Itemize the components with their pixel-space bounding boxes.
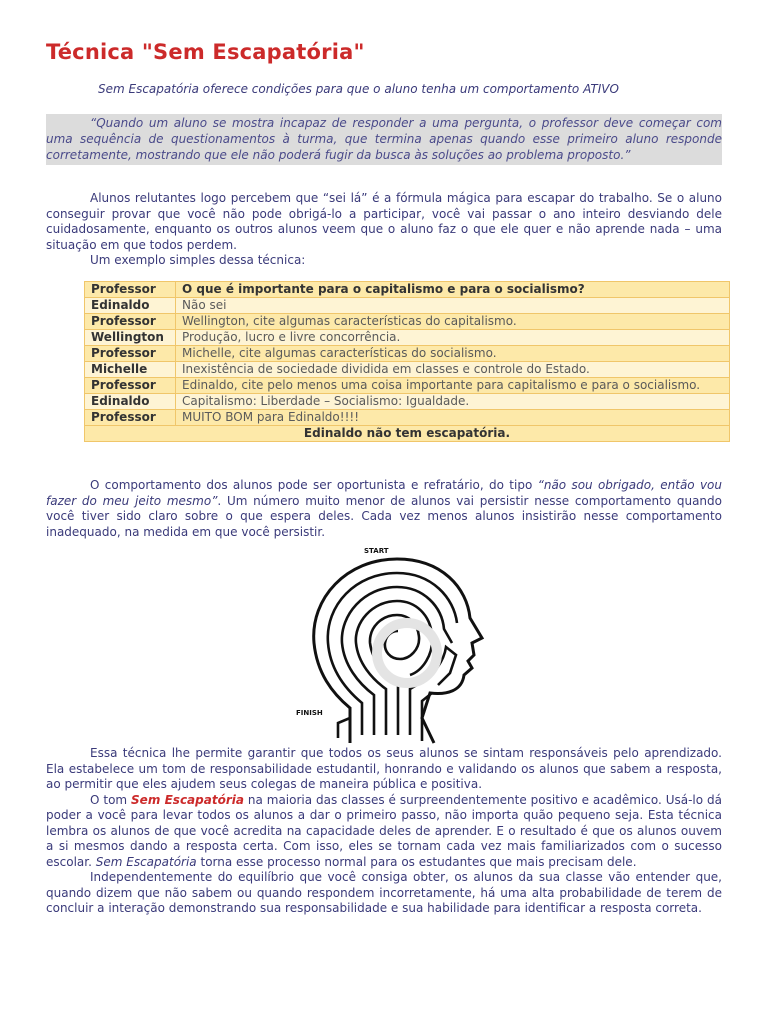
- conclusion-section: [46, 746, 722, 917]
- line: Wellington, cite algumas características do capitalismo.: [176, 314, 730, 330]
- paragraph-4-text-mid: na maioria das classes é surpreendentemente positivo e acadêmico. Usá-lo dá poder a você para levar todos os alunos a dar o primeiro passo, não importa quão pequeno seja. Esta técnica lembra os alunos de que você acredita na capacidade deles de aprender. E o resultado é que os alunos ouvem a si mesmos dando a resposta certa. Com isso, eles se tornam cada vez mais familiarizados com o sucesso escolar.: [46, 792, 722, 869]
- line: Capitalismo: Liberdade – Socialismo: Igualdade.: [176, 394, 730, 410]
- paragraph-2-text: O comportamento dos alunos pode ser oportunista e refratário, do tipo: [90, 478, 538, 492]
- dialog-row: [85, 346, 730, 362]
- maze-finish-label: FINISH: [296, 709, 323, 717]
- line: Não sei: [176, 298, 730, 314]
- paragraph-4-emphasis-2: Sem Escapatória: [95, 854, 197, 869]
- line: MUITO BOM para Edinaldo!!!!: [176, 410, 730, 426]
- dialog-table: [84, 281, 730, 442]
- speaker: Edinaldo: [85, 394, 176, 410]
- speaker: Professor: [85, 314, 176, 330]
- paragraph-4-text-end: torna esse processo normal para os estudantes que mais precisam dele.: [196, 854, 637, 869]
- paragraph-5: Independentemente do equilíbrio que você consiga obter, os alunos da sua classe vão entender que, quando dizem que não sabem ou quando respondem incorretamente, há uma alta probabilidade de terem de concluir a interação demonstrando sua responsabilidade e sua habilidade para identificar a resposta correta.: [46, 870, 722, 915]
- speaker: Professor: [85, 282, 176, 298]
- dialog-row: [85, 410, 730, 426]
- speaker: Wellington: [85, 330, 176, 346]
- example-intro: Um exemplo simples dessa técnica:: [90, 253, 306, 267]
- behavior-section: [46, 478, 722, 540]
- speaker: Professor: [85, 410, 176, 426]
- subtitle: Sem Escapatória oferece condições para que o aluno tenha um comportamento ATIVO: [98, 82, 619, 96]
- dialog-row: [85, 282, 730, 298]
- line: O que é importante para o capitalismo e para o socialismo?: [176, 282, 730, 298]
- line: Produção, lucro e livre concorrência.: [176, 330, 730, 346]
- speaker: Professor: [85, 378, 176, 394]
- speaker: Professor: [85, 346, 176, 362]
- paragraph-3: Essa técnica lhe permite garantir que todos os seus alunos se sintam responsáveis pelo aprendizado. Ela estabelece um tom de responsabilidade estudantil, honrando e validando os alunos que sabem a resposta, ao permitir que eles ajudem seus colegas de maneira pública e positiva.: [46, 746, 722, 791]
- line: Edinaldo, cite pelo menos uma coisa importante para capitalismo e para o socialismo.: [176, 378, 730, 394]
- head-maze-illustration: [292, 543, 522, 748]
- speaker: Michelle: [85, 362, 176, 378]
- paragraph-4-text: O tom: [90, 792, 132, 807]
- dialog-row: [85, 378, 730, 394]
- dialog-conclusion-row: [85, 426, 730, 442]
- line: Inexistência de sociedade dividida em classes e controle do Estado.: [176, 362, 730, 378]
- line: Michelle, cite algumas características do socialismo.: [176, 346, 730, 362]
- highlighted-quote: “Quando um aluno se mostra incapaz de responder a uma pergunta, o professor deve começar com uma sequência de questionamentos à turma, que termina apenas quando esse primeiro aluno responde corretamente, mostrando que ele não poderá fugir da busca às soluções ao problema proposto.”: [46, 114, 722, 165]
- paragraph-2-emphasis: “não sou obrigado, então vou fazer do meu jeito mesmo”: [46, 478, 723, 508]
- page-title: Técnica "Sem Escapatória": [46, 40, 365, 64]
- dialog-row: [85, 298, 730, 314]
- maze-start-label: START: [364, 547, 389, 555]
- paragraph-4-emphasis: Sem Escapatória: [131, 792, 244, 807]
- dialog-conclusion: Edinaldo não tem escapatória.: [85, 426, 730, 442]
- paragraph-1: Alunos relutantes logo percebem que “sei lá” é a fórmula mágica para escapar do trabalho. Se o aluno conseguir provar que você não pode obrigá-lo a participar, você vai passar o ano inteiro desviando dele cuidadosamente, enquanto os outros alunos veem que o aluno faz o que ele quer e não aprende nada – uma situação em que todos perdem.: [46, 191, 722, 252]
- speaker: Edinaldo: [85, 298, 176, 314]
- dialog-row: [85, 394, 730, 410]
- paragraph-2: [46, 478, 722, 540]
- dialog-row: [85, 362, 730, 378]
- intro-section: [46, 191, 722, 269]
- paragraph-2-text-end: . Um número muito menor de alunos vai persistir nesse comportamento quando você tiver sido claro sobre o que espera deles. Cada vez menos alunos insistirão nesse comportamento inadequado, na medida em que você persistir.: [46, 493, 722, 539]
- dialog-row: [85, 314, 730, 330]
- paragraph-4: [46, 793, 722, 871]
- dialog-row: [85, 330, 730, 346]
